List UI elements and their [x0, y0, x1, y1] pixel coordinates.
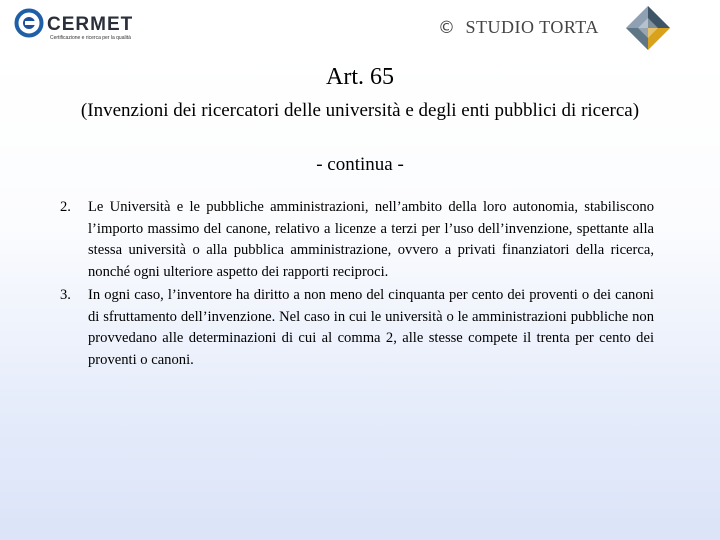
paragraph-text: In ogni caso, l’inventore ha diritto a non meno del cinquanta per cento dei proventi o dei canoni di sfruttamento dell’invenzione. Nel caso in cui le università o le amministrazioni pubbliche non provvedano alle determinazioni di cui al comma 2, alle stesse compete il trenta per cento dei proventi o canoni.	[88, 287, 654, 368]
firm-label	[438, 17, 599, 39]
paragraph-2	[60, 197, 654, 283]
header	[0, 0, 720, 54]
logo-tagline: Certificazione e ricerca per la qualità	[50, 35, 131, 41]
paragraph-3	[60, 285, 654, 371]
copyright-symbol: ©	[438, 18, 456, 38]
firm-name: STUDIO TORTA	[465, 17, 599, 37]
slide-title: Art. 65	[326, 64, 394, 90]
slide-subtitle: (Invenzioni dei ricercatori delle università e degli enti pubblici di ricerca)	[80, 100, 640, 121]
diamond-logo-icon	[624, 4, 672, 52]
paragraph-text: Le Università e le pubbliche amministrazioni, nell’ambito della loro autonomia, stabiliscono l’importo massimo del canone, relativo a licenze a terzi per l’uso dell’invenzione, spettante alla stessa università o alla pubblica amministrazione, ovvero a privati finanziatori della ricerca, nonché ogni ulteriore aspetto dei rapporti reciproci.	[88, 199, 654, 280]
continua-label: - continua -	[316, 154, 404, 175]
paragraph-number: 3.	[60, 287, 71, 303]
cermet-logo	[14, 8, 140, 46]
article-body	[60, 197, 654, 373]
paragraph-number: 2.	[60, 199, 71, 215]
logo-brand: CERMET	[47, 14, 134, 35]
